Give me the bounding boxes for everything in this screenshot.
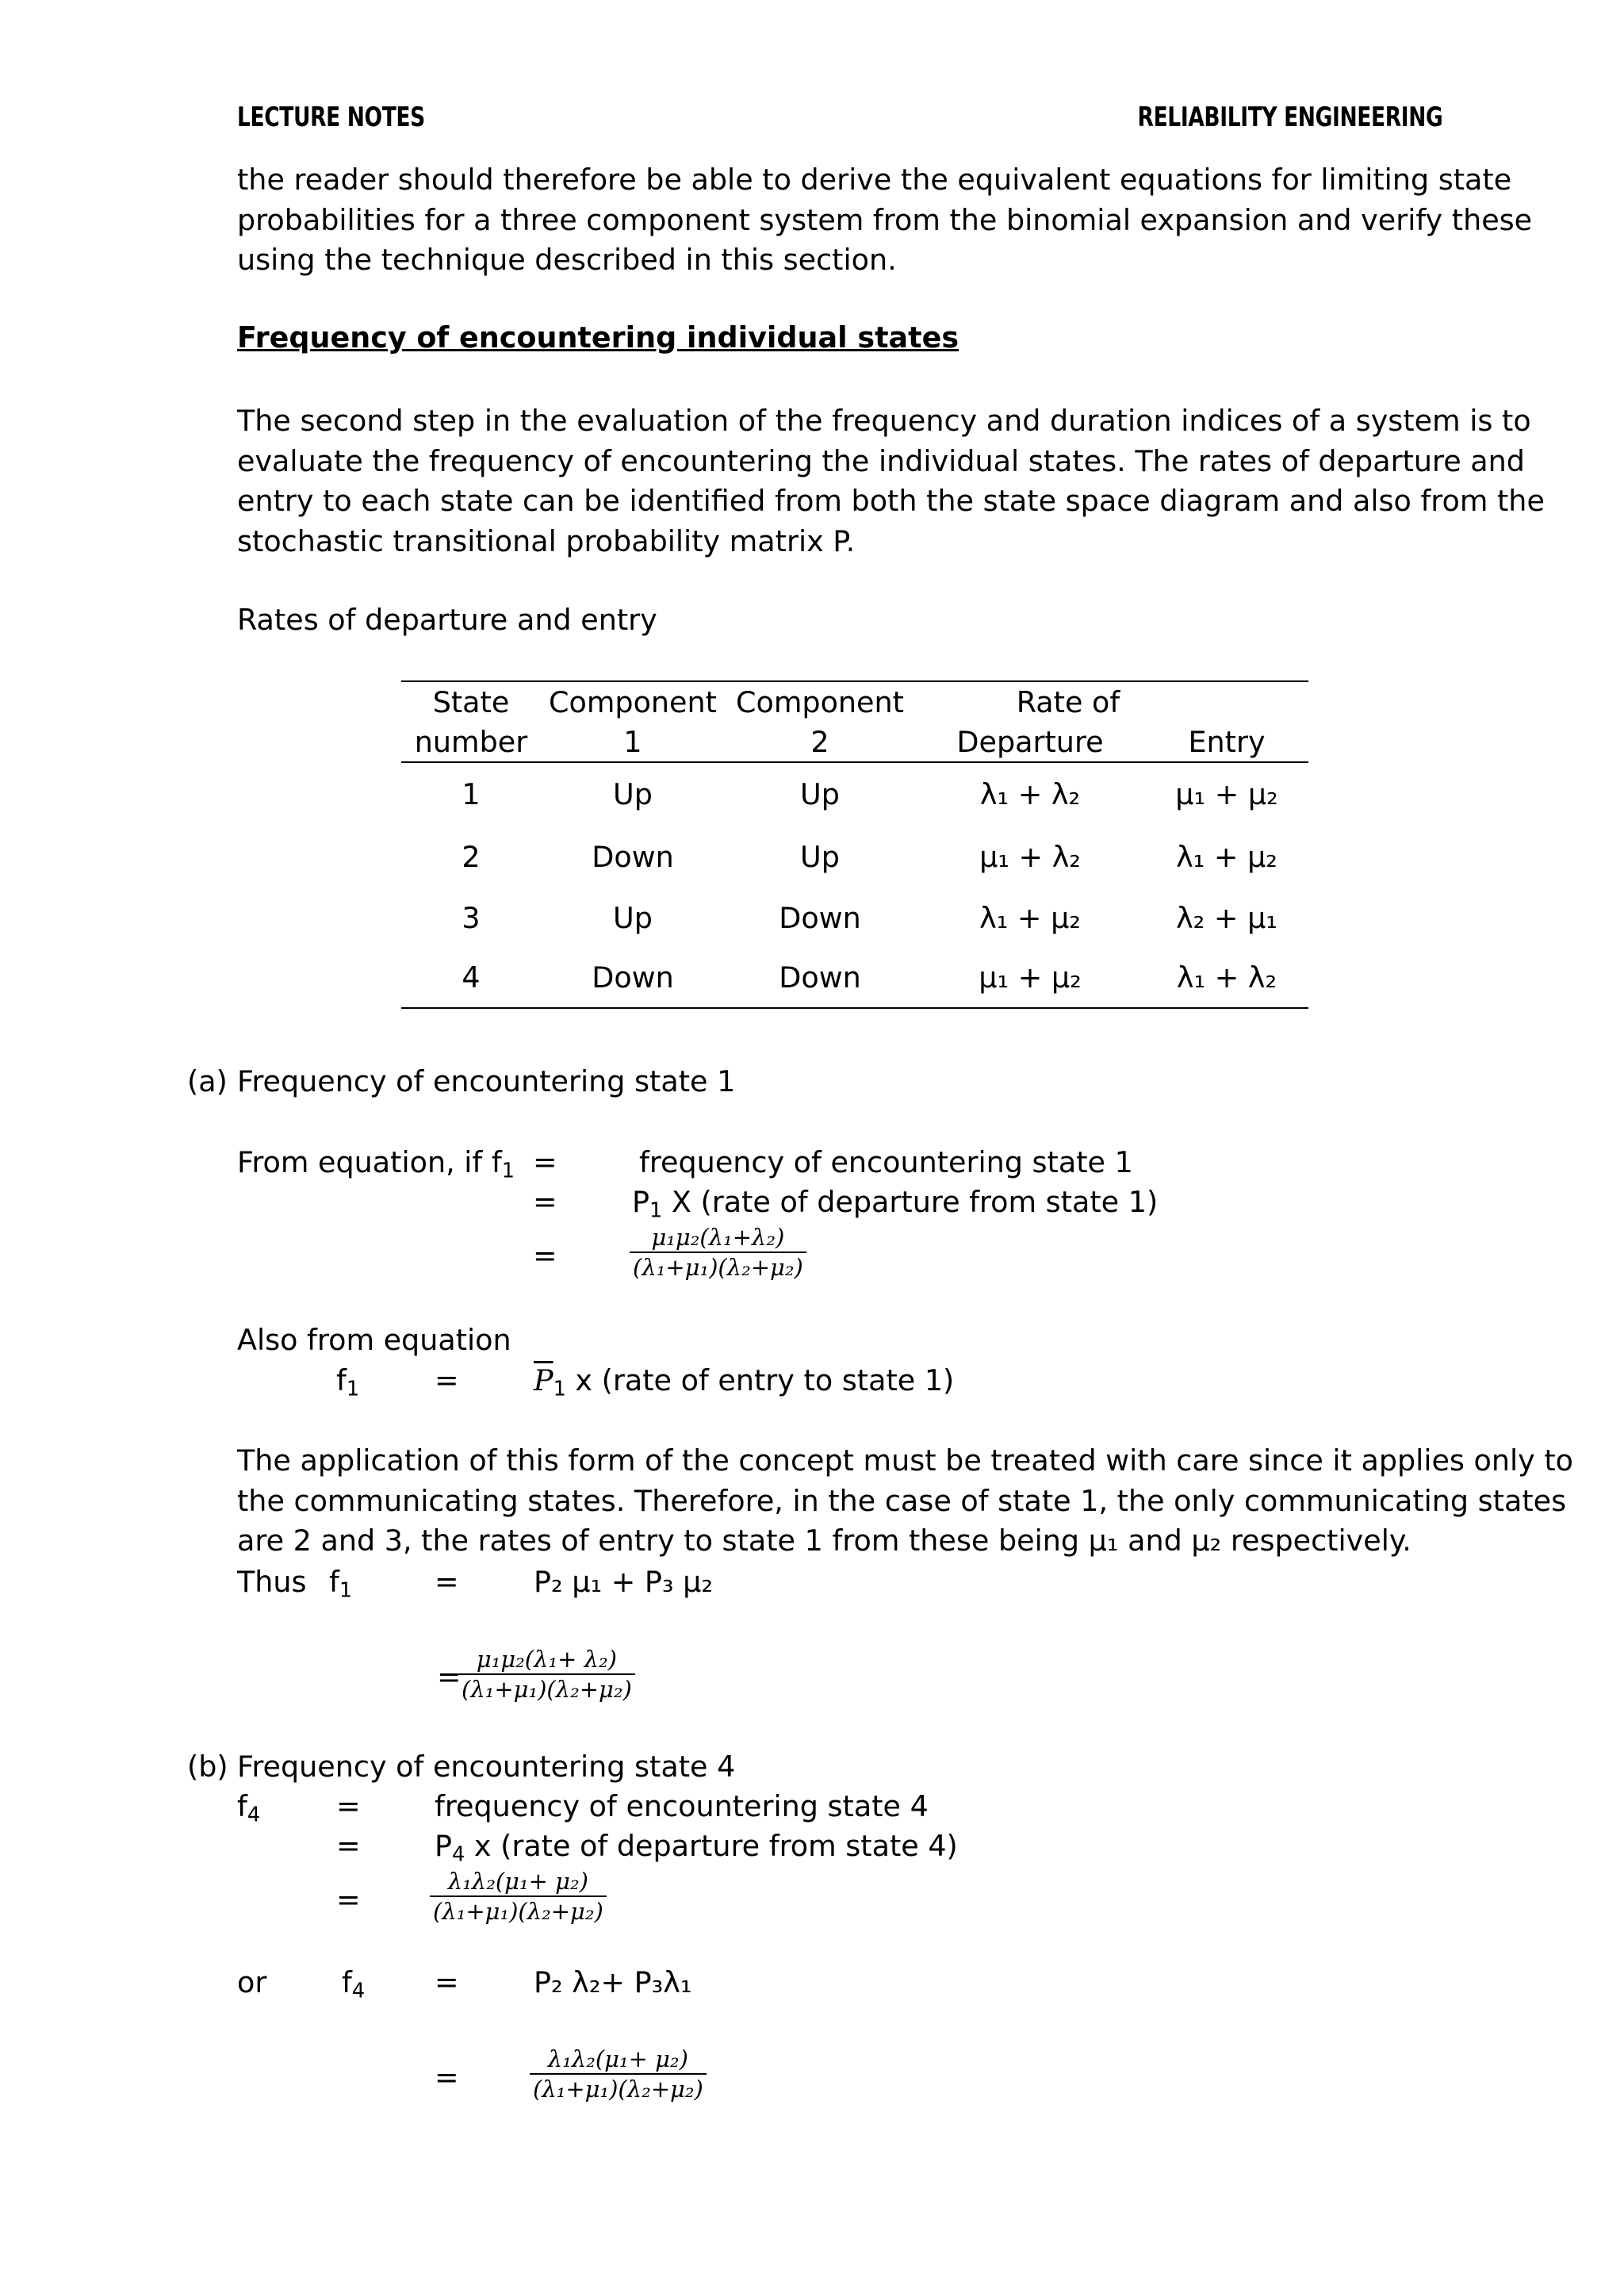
part-b-fraction-2 xyxy=(530,2045,707,2103)
header-departure: Departure xyxy=(915,723,1145,762)
also-from-equation: Also from equation xyxy=(237,1323,511,1357)
f-symbol: f xyxy=(336,1363,347,1397)
part-b-fraction xyxy=(430,1867,607,1926)
f-sub: 4 xyxy=(351,1979,366,2003)
cell-departure: μ₁ + λ₂ xyxy=(979,839,1081,874)
header-component-1: Component xyxy=(541,681,725,723)
part-a-label: (a) xyxy=(187,1064,228,1098)
body-line: are 2 and 3, the rates of entry to state 1 from these being μ₁ and μ₂ respectively. xyxy=(237,1524,1411,1558)
f4-label xyxy=(342,1965,365,2003)
cell-state: 3 xyxy=(462,900,481,935)
part-a-fraction xyxy=(630,1223,806,1282)
fraction-numerator: λ₁λ₂(μ₁+ μ₂) xyxy=(430,1867,607,1897)
cell-component-2: Up xyxy=(800,839,840,874)
equals-sign: = xyxy=(533,1185,557,1219)
equals-sign: = xyxy=(435,1565,459,1599)
header-component-2: Component xyxy=(725,681,915,723)
intro-line: using the technique described in this section. xyxy=(237,243,897,277)
f1-label xyxy=(329,1565,352,1602)
cell-component-1: Up xyxy=(613,900,653,935)
cell-entry: λ₂ + μ₁ xyxy=(1176,900,1277,935)
cell-state: 4 xyxy=(401,948,541,1008)
fraction-denominator: (λ₁+μ₁)(λ₂+μ₂) xyxy=(633,1254,803,1281)
p-symbol: P xyxy=(435,1829,453,1863)
pbar-rest: x (rate of entry to state 1) xyxy=(565,1363,955,1397)
part-a-line1: frequency of encountering state 1 xyxy=(639,1145,1133,1179)
equals-sign: = xyxy=(437,1660,462,1694)
cell-departure: λ₁ + λ₂ xyxy=(979,777,1081,811)
cell-state: 1 xyxy=(462,777,481,811)
intro-line: the reader should therefore be able to derive the equivalent equations for limiting state xyxy=(237,163,1512,197)
intro-line: probabilities for a three component system from the binomial expansion and verify these xyxy=(237,202,1533,237)
part-b-line1: frequency of encountering state 4 xyxy=(435,1789,929,1823)
cell-departure: λ₁ + μ₂ xyxy=(979,900,1081,935)
f1-label xyxy=(336,1363,359,1401)
equals-sign: = xyxy=(533,1239,557,1273)
part-a-title: Frequency of encountering state 1 xyxy=(237,1064,736,1098)
p-bar-symbol: $\overline{P}$ xyxy=(534,1363,553,1397)
body-line: the communicating states. Therefore, in the case of state 1, the only communicating states xyxy=(237,1483,1567,1518)
part-a-line2-rest: X (rate of departure from state 1) xyxy=(662,1185,1159,1219)
equals-sign: = xyxy=(435,1363,459,1397)
communicating-paragraph xyxy=(237,1441,1573,1562)
rates-table xyxy=(401,680,1308,1009)
cell-component-2: Down xyxy=(725,948,915,1008)
body-line: evaluate the frequency of encountering the individual states. The rates of departure and xyxy=(237,443,1525,478)
p-sub: 1 xyxy=(649,1198,663,1223)
from-equation-text: From equation, if f xyxy=(237,1145,502,1179)
from-equation-label xyxy=(237,1145,515,1182)
cell-departure: μ₁ + μ₂ xyxy=(915,948,1145,1008)
cell-component-1: Up xyxy=(613,777,653,811)
fraction-denominator: (λ₁+μ₁)(λ₂+μ₂) xyxy=(533,2076,703,2102)
thus-label: Thus xyxy=(237,1565,307,1599)
table-caption: Rates of departure and entry xyxy=(237,603,657,637)
p-symbol: P xyxy=(632,1185,650,1219)
header-state: State xyxy=(401,681,541,723)
equals-sign: = xyxy=(533,1145,557,1179)
part-a-line2 xyxy=(632,1185,1158,1222)
p-sub: 4 xyxy=(452,1842,465,1867)
header-right: RELIABILITY ENGINEERING xyxy=(1137,102,1442,133)
f-symbol: f xyxy=(329,1565,339,1599)
f-sub: 4 xyxy=(247,1803,261,1827)
part-b-line2 xyxy=(435,1829,958,1866)
cell-component-2: Down xyxy=(779,900,861,935)
f-symbol: f xyxy=(342,1965,352,1999)
cell-component-2: Up xyxy=(800,777,840,811)
equals-sign: = xyxy=(435,2060,459,2095)
intro-paragraph xyxy=(237,160,1533,281)
from-equation-sub: 1 xyxy=(501,1159,515,1183)
equals-sign: = xyxy=(435,1965,459,1999)
f-symbol: f xyxy=(237,1789,247,1823)
equals-sign: = xyxy=(336,1883,361,1917)
part-b-label: (b) xyxy=(187,1750,228,1784)
p-bar-sub: 1 xyxy=(553,1377,566,1401)
or-label: or xyxy=(237,1965,267,1999)
header-left: LECTURE NOTES xyxy=(237,102,425,133)
fraction-numerator: μ₁μ₂(λ₁+λ₂) xyxy=(630,1223,806,1253)
body-line: stochastic transitional probability matrix P. xyxy=(237,523,856,558)
cell-component-1: Down xyxy=(541,948,725,1008)
fraction-denominator: (λ₁+μ₁)(λ₂+μ₂) xyxy=(462,1676,632,1703)
cell-component-1: Down xyxy=(592,839,674,874)
or-rhs: P₂ λ₂+ P₃λ₁ xyxy=(534,1965,692,1999)
cell-entry: μ₁ + μ₂ xyxy=(1175,777,1278,811)
part-a-fraction-2 xyxy=(458,1645,635,1704)
fraction-numerator: λ₁λ₂(μ₁+ μ₂) xyxy=(530,2045,707,2075)
header-rate-of: Rate of xyxy=(915,681,1308,723)
f-sub: 1 xyxy=(339,1578,353,1603)
body-line: The second step in the evaluation of the frequency and duration indices of a system is to xyxy=(237,404,1531,438)
pbar-line xyxy=(534,1363,954,1401)
thus-rhs: P₂ μ₁ + P₃ μ₂ xyxy=(534,1565,713,1599)
part-b-line2-rest: x (rate of departure from state 4) xyxy=(465,1829,958,1863)
table-row xyxy=(401,948,1308,1008)
cell-entry: λ₁ + λ₂ xyxy=(1145,948,1308,1008)
header-component-1-num: 1 xyxy=(541,723,725,762)
table-row xyxy=(401,826,1308,887)
cell-entry: λ₁ + μ₂ xyxy=(1176,839,1277,874)
header-number: number xyxy=(401,723,541,762)
section-heading: Frequency of encountering individual states xyxy=(237,320,959,355)
part-b-title: Frequency of encountering state 4 xyxy=(237,1750,736,1784)
body-paragraph xyxy=(237,401,1545,562)
fraction-denominator: (λ₁+μ₁)(λ₂+μ₂) xyxy=(433,1898,603,1925)
header-entry: Entry xyxy=(1145,723,1308,762)
body-line: The application of this form of the concept must be treated with care since it applies only to xyxy=(237,1443,1573,1478)
table-row xyxy=(401,762,1308,826)
f-sub: 1 xyxy=(346,1377,360,1401)
equals-sign: = xyxy=(336,1829,361,1863)
fraction-numerator: μ₁μ₂(λ₁+ λ₂) xyxy=(458,1645,635,1675)
header-component-2-num: 2 xyxy=(725,723,915,762)
body-line: entry to each state can be identified from both the state space diagram and also from the xyxy=(237,484,1545,518)
table-row xyxy=(401,887,1308,948)
cell-state: 2 xyxy=(462,839,481,874)
equals-sign: = xyxy=(336,1789,361,1823)
f4-label xyxy=(237,1789,260,1826)
